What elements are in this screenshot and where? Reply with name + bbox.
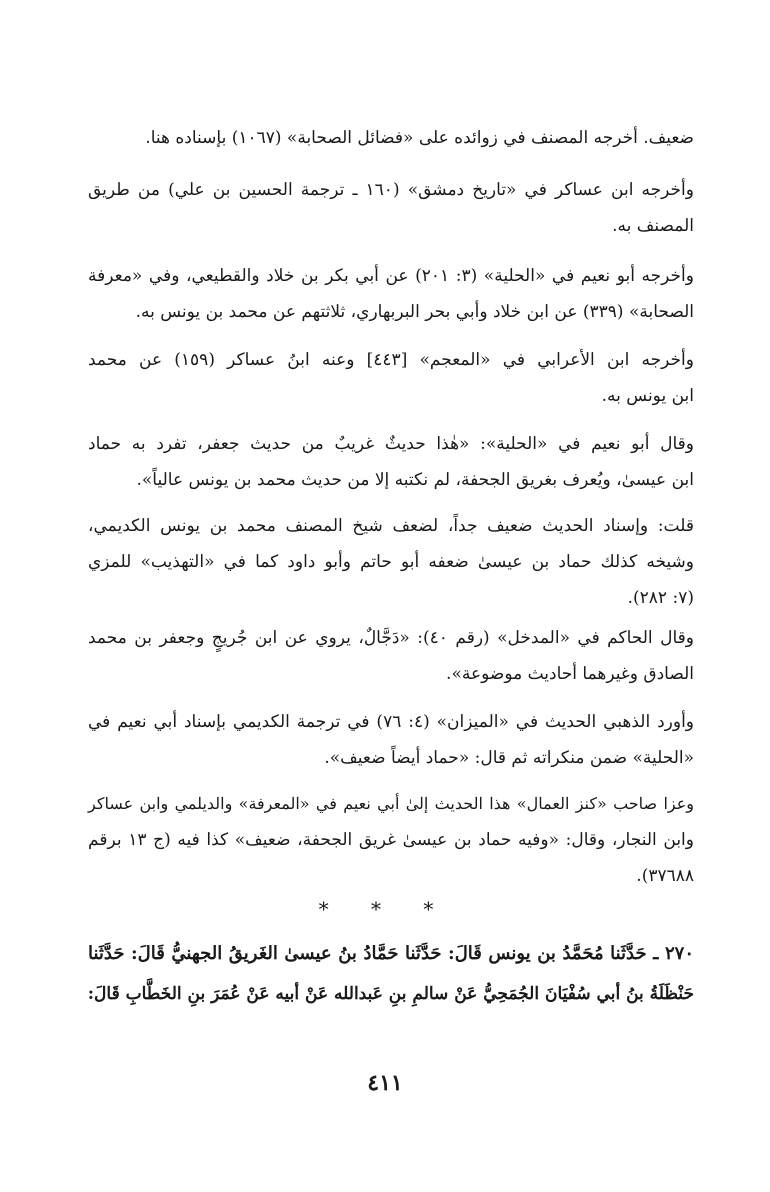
text-line: ابن عيسىٰ، ويُعرف بغريق الجحفة، لم نكتبه إلا من حديث محمد بن يونس عالياً».: [136, 470, 694, 490]
footnote-paragraph-6: [88, 508, 694, 616]
text-line: قلت: وإسناد الحديث ضعيف جداً، لضعف شيخ المصنف محمد بن يونس الكديمي،: [88, 516, 694, 536]
hadith-text: [88, 934, 694, 1014]
hadith-line: حَنْظَلَةُ بنُ أبي سُفْيَانَ الجُمَحِيُّ عَنْ سالمِ بنِ عَبدالله عَنْ أبيه عَنْ عُمَرَ بنِ الخَطَّابِ قَالَ:: [87, 984, 694, 1004]
footnote-paragraph-1: [88, 120, 694, 156]
footnote-paragraph-7: [88, 620, 694, 692]
footnote-paragraph-8: [88, 704, 694, 776]
text-line: (٧: ٢٨٢).: [627, 588, 694, 608]
text-line: ضعيف. أخرجه المصنف في زوائده على «فضائل الصحابة» (١٠٦٧) بإسناده هنا.: [145, 128, 694, 148]
text-line: الصادق وغيرهما أحاديث موضوعة».: [446, 664, 694, 684]
page-number: ٤١١: [367, 1070, 403, 1096]
text-line: ٣٧٦٨٨).: [636, 866, 694, 886]
text-line: المصنف به.: [612, 216, 694, 236]
text-line: وأورد الذهبي الحديث في «الميزان» (٤: ٧٦) في ترجمة الكديمي بإسناد أبي نعيم في: [88, 712, 695, 732]
text-line: وابن النجار، وقال: «وفيه حماد بن عيسىٰ غريق الجحفة، ضعيف» كذا فيه (ج ١٣ برقم: [88, 830, 694, 850]
text-line: وأخرجه أبو نعيم في «الحلية» (٣: ٢٠١) عن أبي بكر بن خلاد والقطيعي، وفي «معرفة: [88, 266, 694, 286]
hadith-line: ٢٧٠ ـ حَدَّثَنا مُحَمَّدُ بن يونس قَالَ: حَدَّثَنا حَمَّادُ بنُ عيسىٰ الغَريقُ الجهنيُّ قَالَ: حَدَّثَنا: [88, 943, 694, 964]
text-line: وشيخه كذلك حماد بن عيسىٰ ضعفه أبو حاتم وأبو داود كما في «التهذيب» للمزي: [88, 552, 694, 572]
text-line: الصحابة» (٣٣٩) عن ابن خلاد وأبي بحر البربهاري، ثلاثتهم عن محمد بن يونس به.: [135, 302, 694, 322]
footnote-paragraph-4: [88, 342, 694, 414]
text-line: وقال الحاكم في «المدخل» (رقم ٤٠): «دَجَّالٌ، يروي عن ابن جُريجٍ وجعفر بن محمد: [88, 628, 694, 648]
text-line: وعزا صاحب «كنز العمال» هذا الحديث إلىٰ أبي نعيم في «المعرفة» والديلمي وابن عساكر: [88, 794, 694, 813]
footnote-paragraph-2: [88, 172, 694, 244]
text-line: وأخرجه ابن عساكر في «تاريخ دمشق» (١٦٠ ـ ترجمة الحسين بن علي) من طريق: [88, 180, 694, 200]
footnote-paragraph-5: [88, 426, 694, 498]
section-separator: * * *: [318, 897, 452, 921]
footnote-paragraph-3: [88, 258, 694, 330]
text-line: وأخرجه ابن الأعرابي في «المعجم» [٤٤٣] وعنه ابنُ عساكر (١٥٩) عن محمد: [88, 350, 694, 370]
text-line: ابن يونس به.: [601, 386, 694, 406]
footnote-paragraph-9: [88, 786, 694, 894]
text-line: وقال أبو نعيم في «الحلية»: «هٰذا حديثٌ غريبٌ من حديث جعفر، تفرد به حماد: [88, 434, 694, 454]
text-line: «الحلية» ضمن منكراته ثم قال: «حماد أيضاً ضعيف».: [324, 748, 694, 768]
